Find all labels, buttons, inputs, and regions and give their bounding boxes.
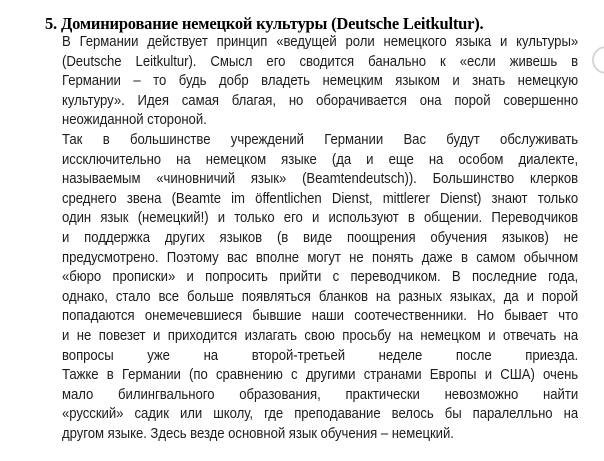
text-line: мало билингвального образования, практически невозможно найти [62, 386, 579, 403]
heading-title: Доминирование немецкой культуры (Deutsche Leitkultur). [60, 14, 484, 33]
paragraph [62, 131, 578, 366]
document-body [62, 33, 578, 444]
floating-edge-button[interactable] [592, 46, 604, 74]
text-line: один язык (немецкий!) и только его и используют в общении. Переводчиков [62, 210, 579, 227]
text-line: и не повезет и приходится излагать свою просьбу на немецком и отвечать на [62, 327, 579, 344]
text-line: среднего звена (Beamte im öffentlichen Dienst, mittlerer Dienst) знают только [62, 190, 579, 207]
text-line: Германии – то будь добр владеть немецким языком и знать немецкую [62, 73, 579, 90]
text-line: однако, стало все больше появляться бланков на разных языках, да и порой [62, 288, 579, 305]
text-line: называемым «чиновничий язык» (Beamtendeutsch)). Большинство клерков [62, 171, 579, 188]
text-line: Так в большинстве учреждений Германии Вас будут обслуживать [62, 131, 579, 148]
text-line: Тажке в Германии (по сравнению с другими странами Европы и США) очень [62, 367, 579, 384]
paragraph [62, 366, 578, 444]
section-heading [45, 13, 590, 35]
text-line: неожиданной стороной. [62, 112, 207, 129]
text-line: и поддержка других языков (в виде поощрения обучения языков) не [62, 229, 579, 246]
text-line: В Германии действует принцип «ведущей роли немецкого языка и культуры» [62, 34, 579, 50]
text-line: вопросы уже на второй-третьей неделе после приезда. [62, 347, 579, 364]
heading-number: 5. [45, 14, 57, 33]
paragraph [62, 33, 578, 131]
text-line: «русский» садик или школу, где преподавание велось бы паралелльно на [62, 406, 579, 423]
text-line: иссключительно на немецком языке (да и еще на особом диалекте, [62, 151, 579, 168]
text-line: «бюро прописки» и попросить прийти с переводчиком. В последние года, [62, 269, 579, 286]
text-line: другом языке. Здесь везде основной язык обучения – немецкий. [62, 425, 454, 442]
text-line: предусмотрено. Поэтому вас вполне могут не понять даже в самом обычном [62, 249, 579, 266]
text-line: культуру». Идея самая благая, но оборачивается она порой совершенно [62, 92, 579, 109]
text-line: попадаются онемечевшиеся бывшие наши соотечественники. Но бывает что [62, 308, 579, 325]
text-line: (Deutsche Leitkultur). Смысл его сводится банально к «если живешь в [62, 53, 579, 70]
